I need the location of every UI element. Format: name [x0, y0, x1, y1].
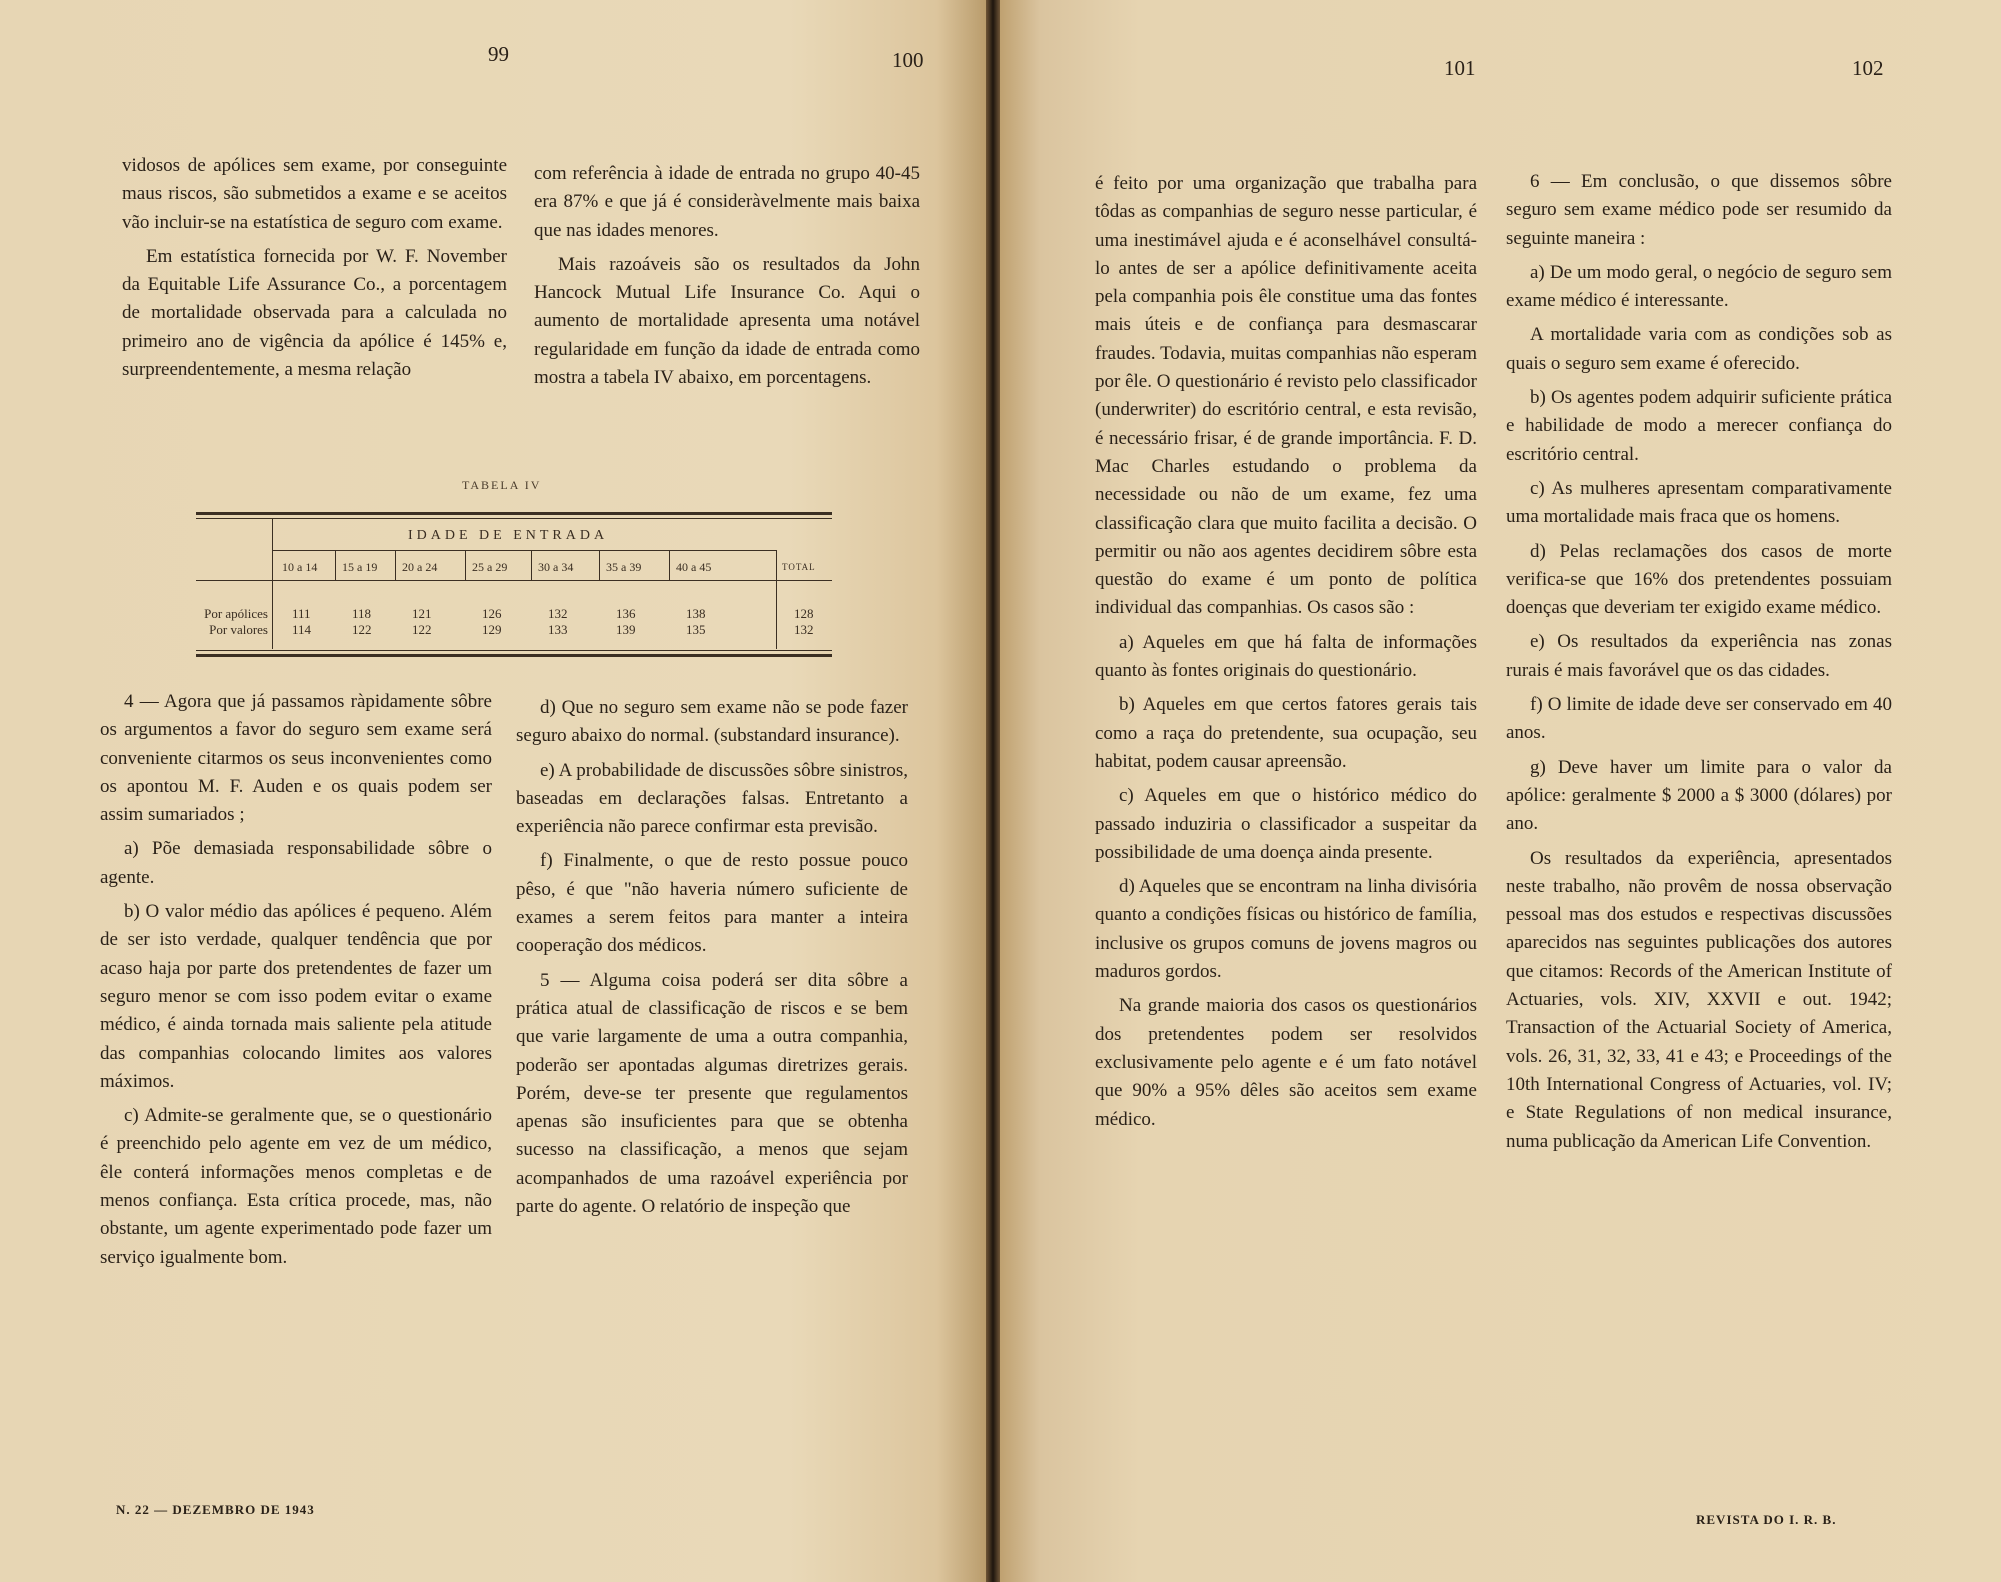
footer-journal: REVISTA DO I. R. B. — [1696, 1512, 1837, 1527]
right-page — [1000, 0, 2001, 1582]
paragraph: e) A probabilidade de discussões sôbre sinistros, baseadas em declarações falsas. Entretanto a experiência não parece confirmar esta previsão. — [516, 759, 908, 838]
paragraph: d) Que no seguro sem exame não se pode fazer seguro abaixo do normal. (substandard insurance). — [516, 697, 908, 747]
table-total-cell: 132 — [794, 622, 814, 637]
column-3 — [1095, 170, 1477, 1140]
table-column-header: 20 a 24 — [402, 560, 438, 574]
table-cell: 132 — [548, 606, 568, 621]
table-cell: 121 — [412, 606, 432, 621]
page-number-99: 99 — [488, 42, 509, 66]
table-cell: 122 — [412, 622, 432, 637]
book-gutter — [986, 0, 1000, 1582]
table-cell: 126 — [482, 606, 502, 621]
paragraph: a) Põe demasiada responsabilidade sôbre o agente. — [100, 838, 492, 888]
column-1-bottom — [100, 688, 492, 1278]
paragraph: c) Admite-se geralmente que, se o questionário é preenchido pelo agente em vez de um médico, êle conterá informações menos completas e de menos confiança. Esta crítica procede, mas, não obstante, um agente experimentado pode fazer um serviço igualmente bom. — [100, 1105, 492, 1268]
paragraph: c) As mulheres apresentam comparativamente uma mortalidade mais fraca que os homens. — [1506, 477, 1892, 528]
table-cell: 136 — [616, 606, 636, 621]
column-2-top — [534, 160, 920, 398]
table-row-label: Por apólices — [204, 606, 268, 621]
column-1-top — [122, 152, 507, 390]
table-total-header: TOTAL — [782, 562, 816, 572]
paragraph: c) Aqueles em que o histórico médico do passado induziria o classificador a suspeitar da possibilidade de uma doença ainda presente. — [1095, 785, 1477, 863]
page-number-101: 101 — [1444, 56, 1476, 80]
table-column-header: 35 a 39 — [606, 560, 642, 574]
paragraph: Mais razoáveis são os resultados da John Hancock Mutual Life Insurance Co. Aqui o aumento de mortalidade apresenta uma notável regularidade em função da idade de entrada como mostra a tabela IV abaixo, em porcentagens. — [534, 253, 920, 389]
table-group-header: IDADE DE ENTRADA — [408, 528, 609, 543]
page-number-102: 102 — [1852, 56, 1884, 80]
table-cell: 133 — [548, 622, 568, 637]
table-column-header: 40 a 45 — [676, 560, 712, 574]
table-cell: 122 — [352, 622, 372, 637]
table-cell: 129 — [482, 622, 502, 637]
paragraph: f) O limite de idade deve ser conservado em 40 anos. — [1506, 694, 1892, 744]
paragraph: g) Deve haver um limite para o valor da apólice: geralmente $ 2000 a $ 3000 (dólares) por ano. — [1506, 756, 1892, 835]
paragraph: b) Os agentes podem adquirir suficiente prática e habilidade de modo a merecer confiança do escritório central. — [1506, 387, 1892, 465]
paragraph: é feito por uma organização que trabalha para tôdas as companhias de seguro nesse particular, é uma inestimável ajuda e é aconselhável consultá-lo antes de ser a apólice definitivamente aceita pela companhia pois êle constitue uma das fontes mais úteis e de confiança para desmascarar fraudes. Todavia, muitas companhias não esperam por êle. O questionário é revisto pelo classificador (underwriter) do escritório central, e esta revisão, é necessário frisar, é de grande importância. F. D. Mac Charles estudando o problema da necessidade ou não de um exame, fez uma classificação clara que muito facilita a decisão. O permitir ou não aos agentes decidirem sôbre esta questão do exame é um ponto de política individual das companhias. Os casos são : — [1095, 173, 1477, 619]
footer-issue: N. 22 — DEZEMBRO DE 1943 — [116, 1502, 315, 1517]
table-total-cell: 128 — [794, 606, 814, 621]
table-column-header: 15 a 19 — [342, 560, 378, 574]
table-cell: 135 — [686, 622, 706, 637]
table-column-header: 25 a 29 — [472, 560, 508, 574]
paragraph: d) Pelas reclamações dos casos de morte verifica-se que 16% dos pretendentes possuiam doenças que deveriam ter exigido exame médico. — [1506, 540, 1892, 619]
paragraph: com referência à idade de entrada no grupo 40-45 era 87% e que já é consideràvelmente mais baixa que nas idades menores. — [534, 163, 920, 241]
paragraph: b) Aqueles em que certos fatores gerais tais como a raça do pretendente, sua ocupação, seu habitat, podem causar apreensão. — [1095, 694, 1477, 772]
table-column-header: 10 a 14 — [282, 560, 318, 574]
table-row-label: Por valores — [209, 622, 268, 637]
page-number-100: 100 — [892, 48, 924, 72]
paragraph: e) Os resultados da experiência nas zonas rurais é mais favorável que os das cidades. — [1506, 631, 1892, 681]
paragraph: A mortalidade varia com as condições sob as quais o seguro sem exame é oferecido. — [1506, 324, 1892, 374]
paragraph: a) Aqueles em que há falta de informações quanto às fontes originais do questionário. — [1095, 631, 1477, 682]
paragraph: a) De um modo geral, o negócio de seguro sem exame médico é interessante. — [1506, 261, 1892, 312]
paragraph: d) Aqueles que se encontram na linha divisória quanto a condições físicas ou histórico de família, inclusive os grupos comuns de jovens magros ou maduros gordos. — [1095, 876, 1477, 983]
column-2-bottom — [516, 694, 908, 1227]
column-4 — [1506, 168, 1892, 1162]
mortality-table — [180, 512, 832, 662]
paragraph: f) Finalmente, o que de resto possue pouco pêso, é que "não haveria número suficiente de exames a serem feitos para manter a inteira cooperação dos médicos. — [516, 850, 908, 957]
table-cell: 114 — [292, 622, 312, 637]
table-cell: 111 — [292, 606, 311, 621]
paragraph: 5 — Alguma coisa poderá ser dita sôbre a prática atual de classificação de riscos e se bem que varie largamente de uma a outra companhia, poderão ser apontadas algumas diretrizes gerais. Porém, deve-se ter presente que regulamentos apenas são insuficientes para que se obtenha sucesso na classificação, a menos que sejam acompanhados de uma razoável experiência por parte do agente. O relatório de inspeção que — [516, 969, 908, 1218]
paragraph: 6 — Em conclusão, o que dissemos sôbre seguro sem exame médico pode ser resumido da seguinte maneira : — [1506, 171, 1892, 249]
table-column-header: 30 a 34 — [538, 560, 574, 574]
table-title: TABELA IV — [462, 478, 542, 492]
paragraph: Na grande maioria dos casos os questionários dos pretendentes podem ser resolvidos exclusivamente pelo agente e é um fato notável que 90% a 95% dêles são aceitos sem exame médico. — [1095, 995, 1477, 1130]
paragraph: b) O valor médio das apólices é pequeno. Além de ser isto verdade, qualquer tendência que por acaso haja por parte dos pretendentes de fazer um seguro menor se com isso podem evitar o exame médico, é ainda tornada mais saliente pela atitude das companhias colocando limites aos valores máximos. — [100, 901, 492, 1092]
table-cell: 118 — [352, 606, 372, 621]
paragraph: 4 — Agora que já passamos ràpidamente sôbre os argumentos a favor do seguro sem exame será conveniente citarmos os seus inconvenientes como os apontou M. F. Auden e os quais podem ser assim sumariados ; — [100, 691, 492, 826]
paragraph: Em estatística fornecida por W. F. November da Equitable Life Assurance Co., a porcentagem de mortalidade observada para a calculada no primeiro ano de vigência da apólice é 145% e, surpreendentemente, a mesma relação — [122, 245, 507, 381]
paragraph: vidosos de apólices sem exame, por conseguinte maus riscos, são submetidos a exame e se aceitos vão incluir-se na estatística de seguro com exame. — [122, 155, 507, 233]
left-page — [0, 0, 986, 1582]
table-cell: 138 — [686, 606, 706, 621]
table-cell: 139 — [616, 622, 636, 637]
paragraph: Os resultados da experiência, apresentados neste trabalho, não provêm de nossa observação pessoal mas dos estudos e respectivas discussões aparecidos nas seguintes publicações dos autores que citamos: Records of the American Institute of Actuaries, vols. XIV, XXVII e out. 1942; Transaction of the Actuarial Society of America, vols. 26, 31, 32, 33, 41 e 43; e Proceedings of the 10th International Congress of Actuaries, vol. IV; e State Regulations of non medical insurance, numa publicação da American Life Convention. — [1506, 847, 1892, 1152]
